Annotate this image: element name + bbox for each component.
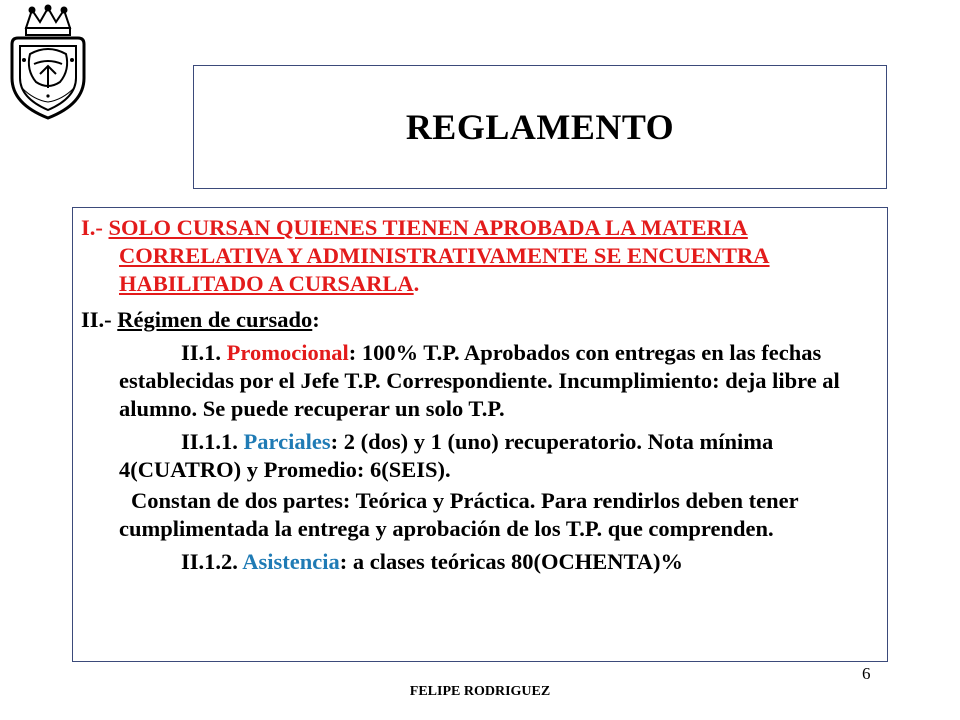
item-2-1-1-number: II.1.1. xyxy=(181,429,244,454)
section-2-label: Régimen de cursado xyxy=(117,307,313,332)
item-2-1 xyxy=(81,339,879,423)
item-2-1-label: Promocional xyxy=(226,340,349,365)
item-2-1-2-text: : a clases teóricas 80(OCHENTA)% xyxy=(339,549,684,574)
footer-author: FELIPE RODRIGUEZ xyxy=(409,684,551,699)
item-2-1-number: II.1. xyxy=(181,340,227,365)
constan-paragraph: Constan de dos partes: Teórica y Práctica. Para rendirlos deben tener cumplimentada la entrega y aprobación de los T.P. que comprenden. xyxy=(119,488,799,541)
content-box xyxy=(72,207,888,662)
page-title: REGLAMENTO xyxy=(405,107,675,147)
section-1-text: SOLO CURSAN QUIENES TIENEN APROBADA LA MATERIA CORRELATIVA Y ADMINISTRATIVAMENTE SE ENCUENTRA HABILITADO A CURSARLA xyxy=(108,215,770,296)
item-2-1-2-number: II.1.2. xyxy=(181,549,243,574)
title-box xyxy=(193,65,887,189)
section-2-number: II.- xyxy=(81,307,118,332)
section-2-colon: : xyxy=(312,307,320,332)
section-1 xyxy=(81,214,879,298)
item-2-1-1 xyxy=(81,428,879,484)
section-1-number: I xyxy=(81,215,90,240)
section-1-separator: .- xyxy=(89,215,109,240)
item-2-1-2 xyxy=(81,548,879,576)
section-1-end: . xyxy=(413,271,420,296)
university-seal-logo xyxy=(4,4,92,122)
item-2-1-1-text: : 2 (dos) y 1 (uno) recuperatorio. Nota mínima 4(CUATRO) y Promedio: 6(SEIS). xyxy=(119,429,774,482)
item-2-1-text: : 100% T.P. Aprobados con entregas en las fechas establecidas por el Jefe T.P. Correspondiente. Incumplimiento: deja libre al alumno. Se puede recuperar un solo T.P. xyxy=(119,340,840,421)
item-2-1-1-label: Parciales xyxy=(243,429,331,454)
item-2-1-2-label: Asistencia xyxy=(242,549,340,574)
section-2 xyxy=(81,306,879,334)
page-number: 6 xyxy=(862,664,871,683)
